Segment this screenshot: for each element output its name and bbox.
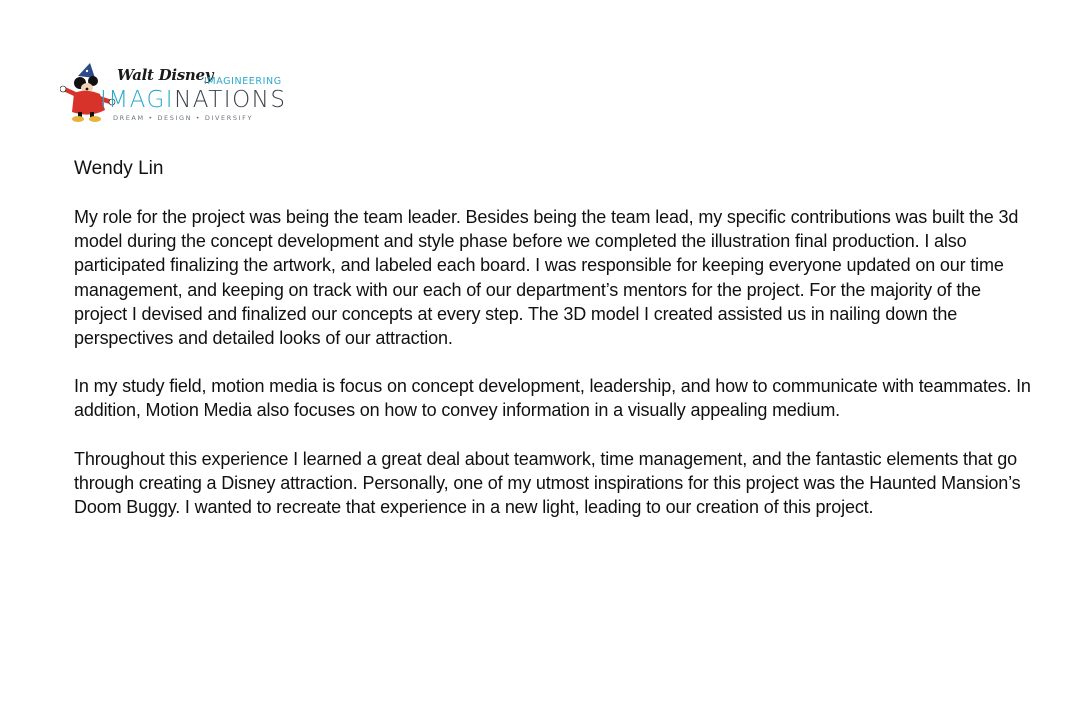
logo-tagline: DREAM • DESIGN • DIVERSIFY <box>113 114 254 122</box>
imaginations-logo <box>60 62 287 126</box>
logo-script-text: Walt Disney <box>117 66 214 84</box>
document-body <box>74 157 1034 543</box>
logo-wordmark <box>100 89 286 112</box>
paragraph-experience: Throughout this experience I learned a great deal about teamwork, time management, and the fantastic elements that go through creating a Disney attraction. Personally, one of my utmost inspirations for this project was the Haunted Mansion’s Doom Buggy. I wanted to recreate that experience in a new light, leading to our creation of this project. <box>74 448 1021 518</box>
paragraph-role: My role for the project was being the team leader. Besides being the team lead, my specific contributions was built the 3d model during the concept development and style phase before we completed the illustration final production. I also participated finalizing the artwork, and labeled each board. I was responsible for keeping everyone updated on our time management, and keeping on track with our each of our department’s mentors for the project. For the majority of the project I devised and finalized our concepts at every step. The 3D model I created assisted us in nailing down the perspectives and detailed looks of our attraction. <box>74 207 1019 349</box>
logo-wordmark-teal: IMAGI <box>100 87 175 113</box>
logo-imagineering-text: IMAGINEERING <box>204 76 282 87</box>
author-name: Wendy Lin <box>74 158 164 179</box>
paragraph-study-field: In my study field, motion media is focus on concept development, leadership, and how to communicate with teammates. In addition, Motion Media also focuses on how to convey information in a visually appealing medium. <box>74 376 1031 421</box>
logo-wordmark-dark: NATIONS <box>174 87 287 113</box>
